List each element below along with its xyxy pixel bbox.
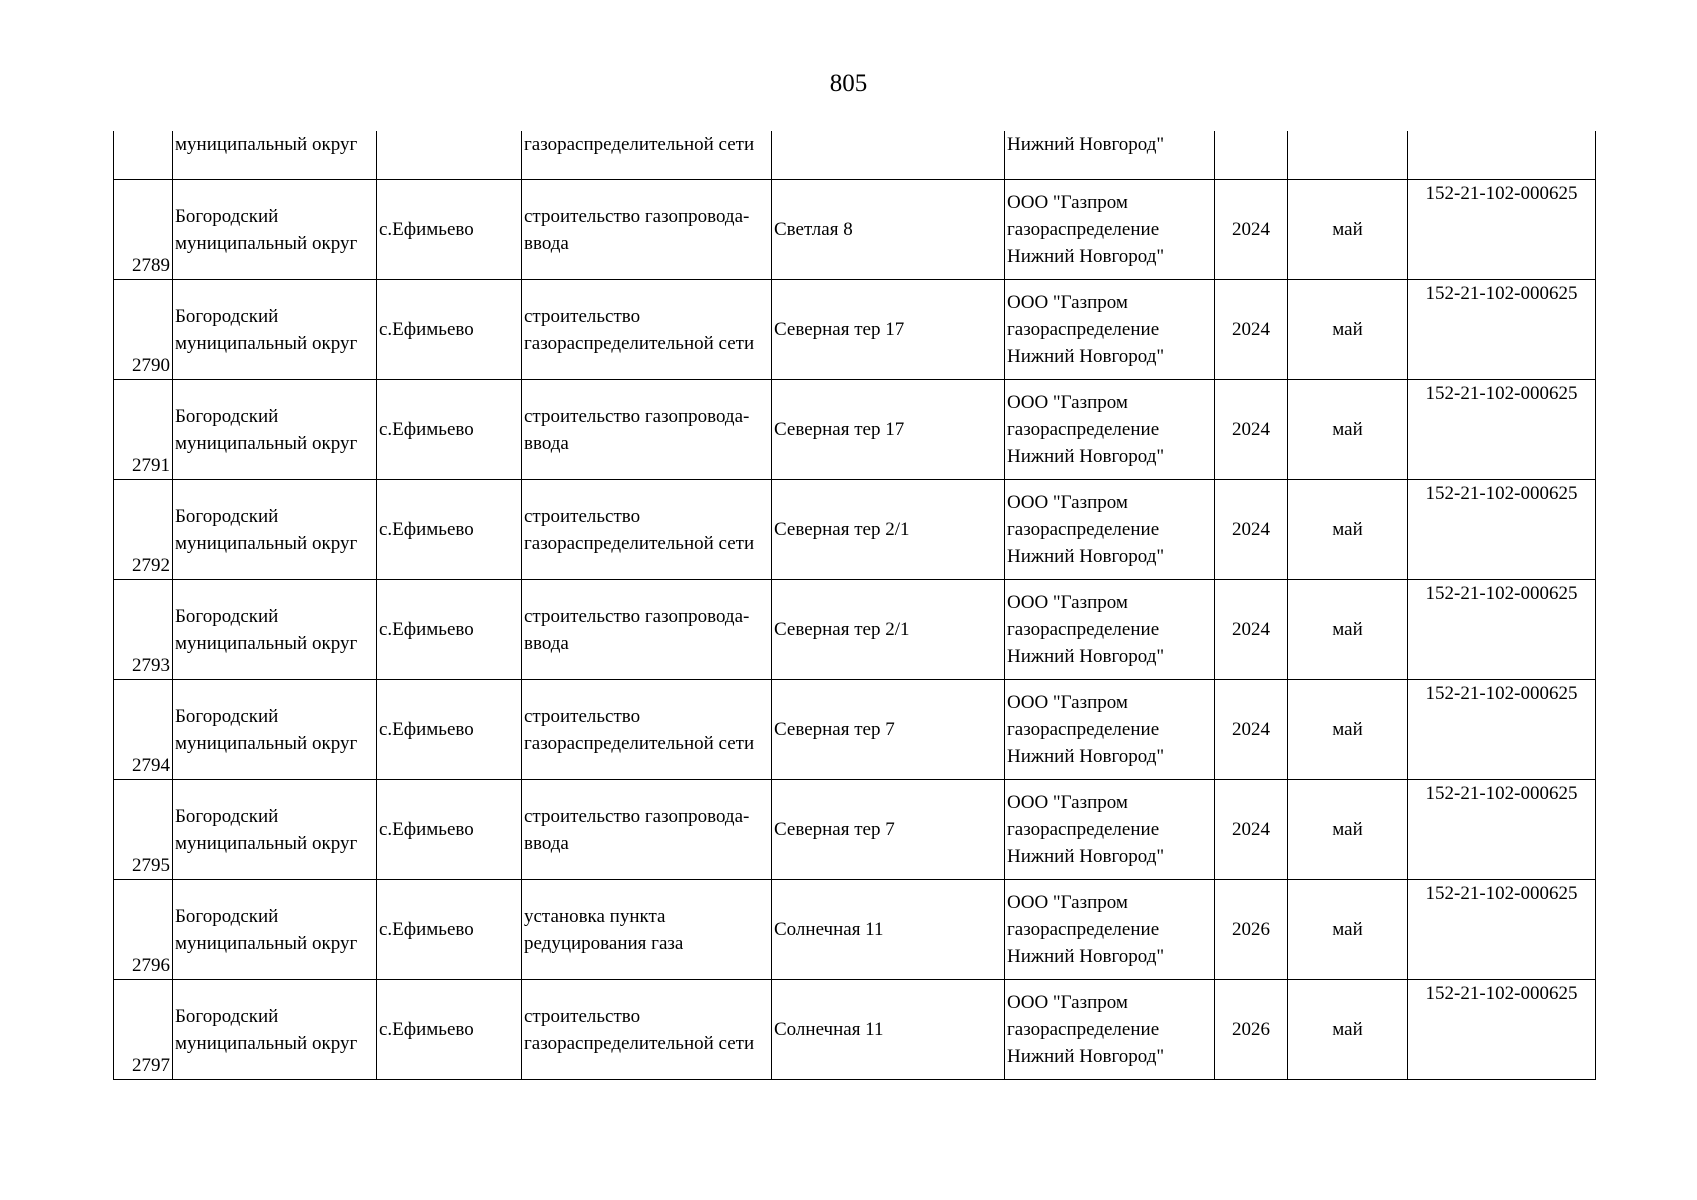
table-row — [114, 280, 1596, 380]
code-cell: 152-21-102-000625 — [1408, 280, 1596, 380]
org-line: Нижний Новгород" — [1007, 246, 1165, 267]
work-cell — [522, 480, 772, 580]
address-cell: Светлая 8 — [772, 180, 1005, 280]
district-cell — [173, 480, 377, 580]
work-line: строительство газопровода- — [524, 605, 750, 627]
district-cell — [173, 131, 377, 180]
work-line: ввода — [524, 632, 569, 654]
org-line: Нижний Новгород" — [1007, 746, 1165, 767]
org-line: газораспределение — [1007, 519, 1160, 540]
district-line: Богородский — [175, 905, 279, 927]
locality-cell: с.Ефимьево — [377, 480, 522, 580]
district-line: Богородский — [175, 205, 279, 227]
year-cell: 2026 — [1215, 880, 1288, 980]
district-line: муниципальный округ — [175, 232, 358, 254]
district-cell — [173, 280, 377, 380]
org-line: газораспределение — [1007, 419, 1160, 440]
org-line: Нижний Новгород" — [1007, 446, 1165, 467]
locality-cell — [377, 131, 522, 180]
org-line: Нижний Новгород" — [1007, 546, 1165, 567]
work-line: ввода — [524, 232, 569, 254]
table-row — [114, 180, 1596, 280]
num-cell: 2797 — [114, 980, 173, 1080]
num-cell: 2793 — [114, 580, 173, 680]
year-cell: 2024 — [1215, 780, 1288, 880]
work-cell — [522, 580, 772, 680]
year-cell: 2024 — [1215, 580, 1288, 680]
district-cell — [173, 680, 377, 780]
work-line: строительство газопровода- — [524, 405, 750, 427]
work-line: газораспределительной сети — [524, 532, 755, 554]
work-line: строительство — [524, 305, 641, 327]
district-cell — [173, 880, 377, 980]
year-cell: 2024 — [1215, 680, 1288, 780]
month-cell: май — [1288, 980, 1408, 1080]
org-line: ООО "Газпром — [1007, 292, 1128, 313]
month-cell — [1288, 131, 1408, 180]
work-line: строительство газопровода- — [524, 805, 750, 827]
code-cell: 152-21-102-000625 — [1408, 880, 1596, 980]
org-cell — [1005, 480, 1215, 580]
year-cell: 2024 — [1215, 280, 1288, 380]
locality-cell: с.Ефимьево — [377, 780, 522, 880]
year-cell: 2024 — [1215, 180, 1288, 280]
org-line: газораспределение — [1007, 219, 1160, 240]
work-cell — [522, 131, 772, 180]
num-cell — [114, 131, 173, 180]
district-line: муниципальный округ — [175, 332, 358, 354]
num-cell: 2795 — [114, 780, 173, 880]
work-cell — [522, 380, 772, 480]
org-line: газораспределение — [1007, 319, 1160, 340]
org-line: Нижний Новгород" — [1007, 134, 1165, 155]
address-cell — [772, 131, 1005, 180]
work-line: газораспределительной сети — [524, 1032, 755, 1054]
work-line: строительство — [524, 505, 641, 527]
locality-cell: с.Ефимьево — [377, 880, 522, 980]
work-cell — [522, 280, 772, 380]
address-cell: Северная тер 2/1 — [772, 480, 1005, 580]
org-line: ООО "Газпром — [1007, 392, 1128, 413]
work-cell — [522, 880, 772, 980]
month-cell: май — [1288, 380, 1408, 480]
num-cell: 2794 — [114, 680, 173, 780]
org-line: ООО "Газпром — [1007, 992, 1128, 1013]
month-cell: май — [1288, 680, 1408, 780]
district-cell — [173, 780, 377, 880]
register-table — [113, 131, 1596, 1080]
district-line: Богородский — [175, 705, 279, 727]
month-cell: май — [1288, 280, 1408, 380]
num-cell: 2791 — [114, 380, 173, 480]
num-cell: 2792 — [114, 480, 173, 580]
code-cell — [1408, 131, 1596, 180]
code-cell: 152-21-102-000625 — [1408, 480, 1596, 580]
work-line: строительство — [524, 1005, 641, 1027]
table-row — [114, 780, 1596, 880]
work-cell — [522, 980, 772, 1080]
org-cell — [1005, 580, 1215, 680]
month-cell: май — [1288, 880, 1408, 980]
month-cell: май — [1288, 180, 1408, 280]
year-cell: 2024 — [1215, 480, 1288, 580]
address-cell: Северная тер 7 — [772, 680, 1005, 780]
org-cell — [1005, 131, 1215, 180]
org-cell — [1005, 980, 1215, 1080]
num-cell: 2790 — [114, 280, 173, 380]
num-cell: 2789 — [114, 180, 173, 280]
work-line: ввода — [524, 832, 569, 854]
org-line: газораспределение — [1007, 619, 1160, 640]
locality-cell: с.Ефимьево — [377, 980, 522, 1080]
district-line: муниципальный округ — [175, 632, 358, 654]
continuation-row — [114, 131, 1596, 180]
org-line: ООО "Газпром — [1007, 792, 1128, 813]
org-line: Нижний Новгород" — [1007, 846, 1165, 867]
district-line: муниципальный округ — [175, 532, 358, 554]
work-cell — [522, 680, 772, 780]
org-line: ООО "Газпром — [1007, 492, 1128, 513]
district-line: муниципальный округ — [175, 134, 358, 155]
org-line: ООО "Газпром — [1007, 192, 1128, 213]
code-cell: 152-21-102-000625 — [1408, 780, 1596, 880]
district-cell — [173, 580, 377, 680]
year-cell: 2026 — [1215, 980, 1288, 1080]
org-line: газораспределение — [1007, 919, 1160, 940]
num-cell: 2796 — [114, 880, 173, 980]
district-line: муниципальный округ — [175, 832, 358, 854]
district-line: Богородский — [175, 805, 279, 827]
org-line: Нижний Новгород" — [1007, 946, 1165, 967]
district-line: Богородский — [175, 505, 279, 527]
org-cell — [1005, 380, 1215, 480]
org-line: ООО "Газпром — [1007, 592, 1128, 613]
month-cell: май — [1288, 780, 1408, 880]
year-cell — [1215, 131, 1288, 180]
table-row — [114, 580, 1596, 680]
address-cell: Северная тер 2/1 — [772, 580, 1005, 680]
org-line: Нижний Новгород" — [1007, 346, 1165, 367]
page-number: 805 — [829, 70, 868, 97]
org-cell — [1005, 280, 1215, 380]
district-cell — [173, 180, 377, 280]
work-line: газораспределительной сети — [524, 332, 755, 354]
code-cell: 152-21-102-000625 — [1408, 680, 1596, 780]
month-cell: май — [1288, 580, 1408, 680]
org-line: Нижний Новгород" — [1007, 1046, 1165, 1067]
address-cell: Солнечная 11 — [772, 980, 1005, 1080]
locality-cell: с.Ефимьево — [377, 380, 522, 480]
district-cell — [173, 980, 377, 1080]
org-line: Нижний Новгород" — [1007, 646, 1165, 667]
locality-cell: с.Ефимьево — [377, 680, 522, 780]
district-line: Богородский — [175, 1005, 279, 1027]
district-line: Богородский — [175, 305, 279, 327]
district-line: муниципальный округ — [175, 732, 358, 754]
table-row — [114, 980, 1596, 1080]
year-cell: 2024 — [1215, 380, 1288, 480]
district-line: Богородский — [175, 605, 279, 627]
org-cell — [1005, 680, 1215, 780]
address-cell: Северная тер 7 — [772, 780, 1005, 880]
code-cell: 152-21-102-000625 — [1408, 180, 1596, 280]
work-line: установка пункта — [524, 905, 666, 927]
org-line: газораспределение — [1007, 1019, 1160, 1040]
org-cell — [1005, 180, 1215, 280]
register-body — [114, 131, 1596, 1080]
table-row — [114, 480, 1596, 580]
work-line: газораспределительной сети — [524, 134, 755, 155]
work-cell — [522, 180, 772, 280]
work-line: редуцирования газа — [524, 932, 684, 954]
month-cell: май — [1288, 480, 1408, 580]
address-cell: Солнечная 11 — [772, 880, 1005, 980]
district-line: муниципальный округ — [175, 932, 358, 954]
code-cell: 152-21-102-000625 — [1408, 380, 1596, 480]
org-line: газораспределение — [1007, 819, 1160, 840]
table-row — [114, 880, 1596, 980]
locality-cell: с.Ефимьево — [377, 180, 522, 280]
work-line: строительство — [524, 705, 641, 727]
work-line: ввода — [524, 432, 569, 454]
org-line: газораспределение — [1007, 719, 1160, 740]
address-cell: Северная тер 17 — [772, 380, 1005, 480]
district-line: муниципальный округ — [175, 432, 358, 454]
work-line: газораспределительной сети — [524, 732, 755, 754]
org-line: ООО "Газпром — [1007, 692, 1128, 713]
district-line: Богородский — [175, 405, 279, 427]
address-cell: Северная тер 17 — [772, 280, 1005, 380]
locality-cell: с.Ефимьево — [377, 280, 522, 380]
district-cell — [173, 380, 377, 480]
code-cell: 152-21-102-000625 — [1408, 980, 1596, 1080]
work-line: строительство газопровода- — [524, 205, 750, 227]
locality-cell: с.Ефимьево — [377, 580, 522, 680]
table-row — [114, 380, 1596, 480]
work-cell — [522, 780, 772, 880]
code-cell: 152-21-102-000625 — [1408, 580, 1596, 680]
district-line: муниципальный округ — [175, 1032, 358, 1054]
org-line: ООО "Газпром — [1007, 892, 1128, 913]
org-cell — [1005, 780, 1215, 880]
table-row — [114, 680, 1596, 780]
org-cell — [1005, 880, 1215, 980]
